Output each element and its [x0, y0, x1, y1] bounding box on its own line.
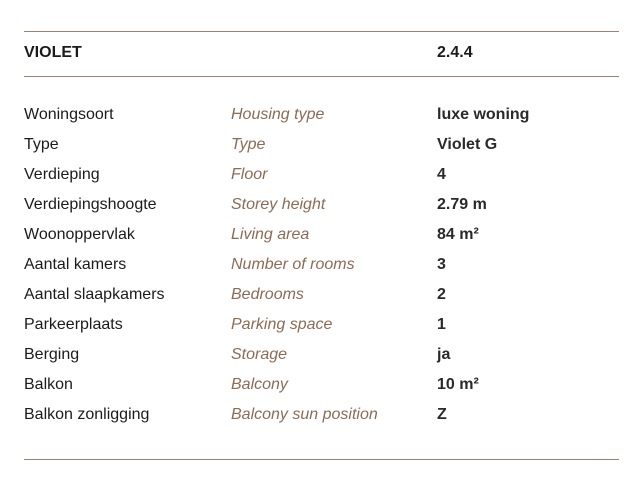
unit-name: VIOLET — [24, 44, 82, 61]
spec-header — [0, 44, 639, 66]
label-english: Housing type — [231, 106, 325, 123]
spec-table — [0, 103, 639, 433]
label-dutch: Berging — [24, 346, 80, 363]
spec-row-rooms — [0, 253, 639, 283]
spec-row-parking — [0, 313, 639, 343]
spec-value: 2 — [437, 286, 446, 303]
label-english: Number of rooms — [231, 256, 355, 273]
spec-value: 10 m² — [437, 376, 479, 393]
spec-value: 1 — [437, 316, 446, 333]
spec-row-storage — [0, 343, 639, 373]
label-dutch: Aantal kamers — [24, 256, 127, 273]
spec-value: 3 — [437, 256, 446, 273]
spec-row-housing-type — [0, 103, 639, 133]
spec-row-balcony — [0, 373, 639, 403]
label-english: Storage — [231, 346, 288, 363]
spec-value: 2.79 m — [437, 196, 487, 213]
label-english: Balcony sun position — [231, 406, 378, 423]
label-dutch: Woningsoort — [24, 106, 114, 123]
label-dutch: Parkeerplaats — [24, 316, 123, 333]
header-divider — [24, 76, 619, 77]
spec-value: Violet G — [437, 136, 498, 153]
spec-row-living-area — [0, 223, 639, 253]
label-dutch: Balkon zonligging — [24, 406, 150, 423]
spec-value: Z — [437, 406, 447, 423]
label-dutch: Verdiepingshoogte — [24, 196, 157, 213]
spec-row-bedrooms — [0, 283, 639, 313]
spec-row-balcony-sun — [0, 403, 639, 433]
unit-code: 2.4.4 — [437, 44, 473, 61]
spec-row-storey-height — [0, 193, 639, 223]
label-english: Storey height — [231, 196, 326, 213]
spec-row-floor — [0, 163, 639, 193]
label-dutch: Verdieping — [24, 166, 100, 183]
label-english: Bedrooms — [231, 286, 304, 303]
spec-value: 84 m² — [437, 226, 479, 243]
label-dutch: Type — [24, 136, 59, 153]
spec-value: luxe woning — [437, 106, 530, 123]
label-english: Balcony — [231, 376, 288, 393]
label-english: Type — [231, 136, 266, 153]
label-dutch: Aantal slaapkamers — [24, 286, 165, 303]
label-dutch: Woonoppervlak — [24, 226, 135, 243]
top-divider — [24, 31, 619, 32]
spec-value: 4 — [437, 166, 446, 183]
label-dutch: Balkon — [24, 376, 73, 393]
bottom-divider — [24, 459, 619, 460]
spec-row-type — [0, 133, 639, 163]
spec-value: ja — [437, 346, 451, 363]
label-english: Floor — [231, 166, 268, 183]
label-english: Parking space — [231, 316, 333, 333]
label-english: Living area — [231, 226, 310, 243]
